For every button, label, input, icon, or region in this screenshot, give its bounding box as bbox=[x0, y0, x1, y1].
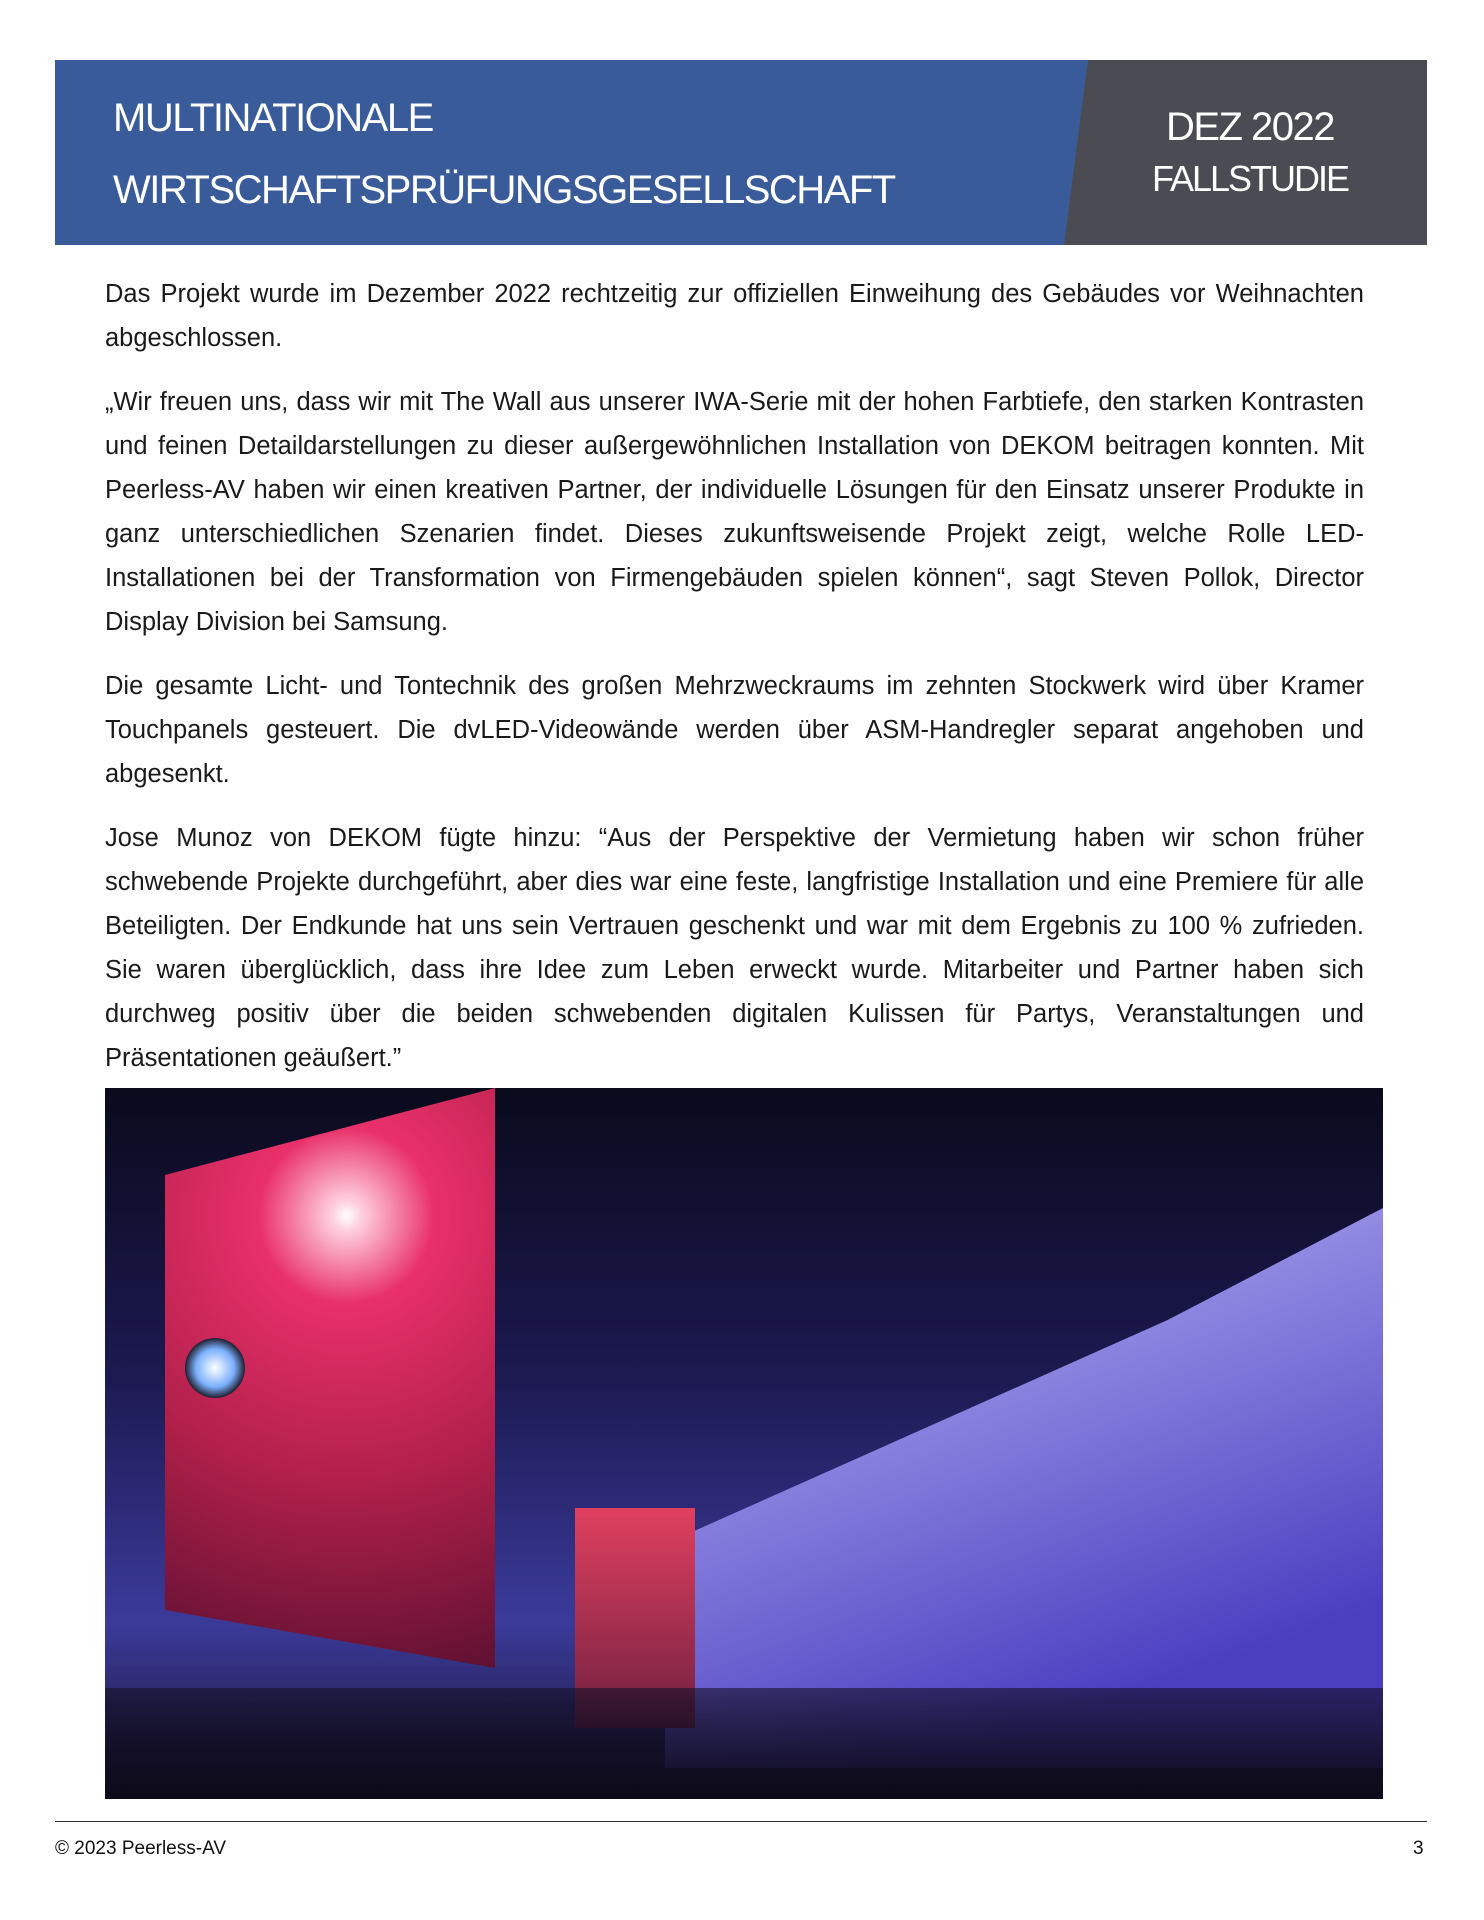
footer-copyright: © 2023 Peerless-AV bbox=[55, 1838, 227, 1859]
footer-divider bbox=[55, 1821, 1427, 1822]
event-photo bbox=[105, 1088, 1383, 1799]
title-line-2: WIRTSCHAFTSPRÜFUNGSGESELLSCHAFT bbox=[113, 168, 895, 212]
date-panel bbox=[1064, 60, 1427, 245]
paragraph: Die gesamte Licht- und Tontechnik des großen Mehrzweckraums im zehnten Stockwerk wird über Kramer Touchpanels gesteuert. Die dvLED-Videowände werden über ASM-Handregler separat angehoben und abgesenkt. bbox=[105, 672, 1364, 788]
date-label: DEZ 2022 bbox=[1165, 105, 1335, 149]
page-number: 3 bbox=[1413, 1838, 1424, 1859]
paragraph: „Wir freuen uns, dass wir mit The Wall aus unserer IWA-Serie mit der hohen Farbtiefe, den starken Kontrasten und feinen Detaildarstellungen zu dieser außergewöhnlichen Installation von DEKOM beitragen konnten. Mit Peerless-AV haben wir einen kreativen Partner, der individuelle Lösungen für den Einsatz unserer Produkte in ganz unterschiedlichen Szenarien findet. Dieses zukunftsweisende Projekt zeigt, welche Rolle LED-Installationen bei der Transformation von Firmengebäuden spielen können“, sagt Steven Pollok, Director Display Division bei Samsung. bbox=[105, 388, 1364, 636]
header-banner bbox=[55, 60, 1427, 245]
title-line-1: MULTINATIONALE bbox=[113, 96, 433, 140]
document-kind-label: FALLSTUDIE bbox=[1151, 158, 1349, 199]
article-body bbox=[105, 272, 1364, 1100]
paragraph: Das Projekt wurde im Dezember 2022 rechtzeitig zur offiziellen Einweihung des Gebäudes vor Weihnachten abgeschlossen. bbox=[105, 280, 1364, 352]
paragraph: Jose Munoz von DEKOM fügte hinzu: “Aus der Perspektive der Vermietung haben wir schon früher schwebende Projekte durchgeführt, aber dies war eine feste, langfristige Installation und eine Premiere für alle Beteiligten. Der Endkunde hat uns sein Vertrauen geschenkt und war mit dem Ergebnis zu 100 % zufrieden. Sie waren überglücklich, dass ihre Idee zum Leben erweckt wurde. Mitarbeiter und Partner haben sich durchweg positiv über die beiden schwebenden digitalen Kulissen für Partys, Veranstaltungen und Präsentationen geäußert.” bbox=[105, 824, 1364, 1072]
